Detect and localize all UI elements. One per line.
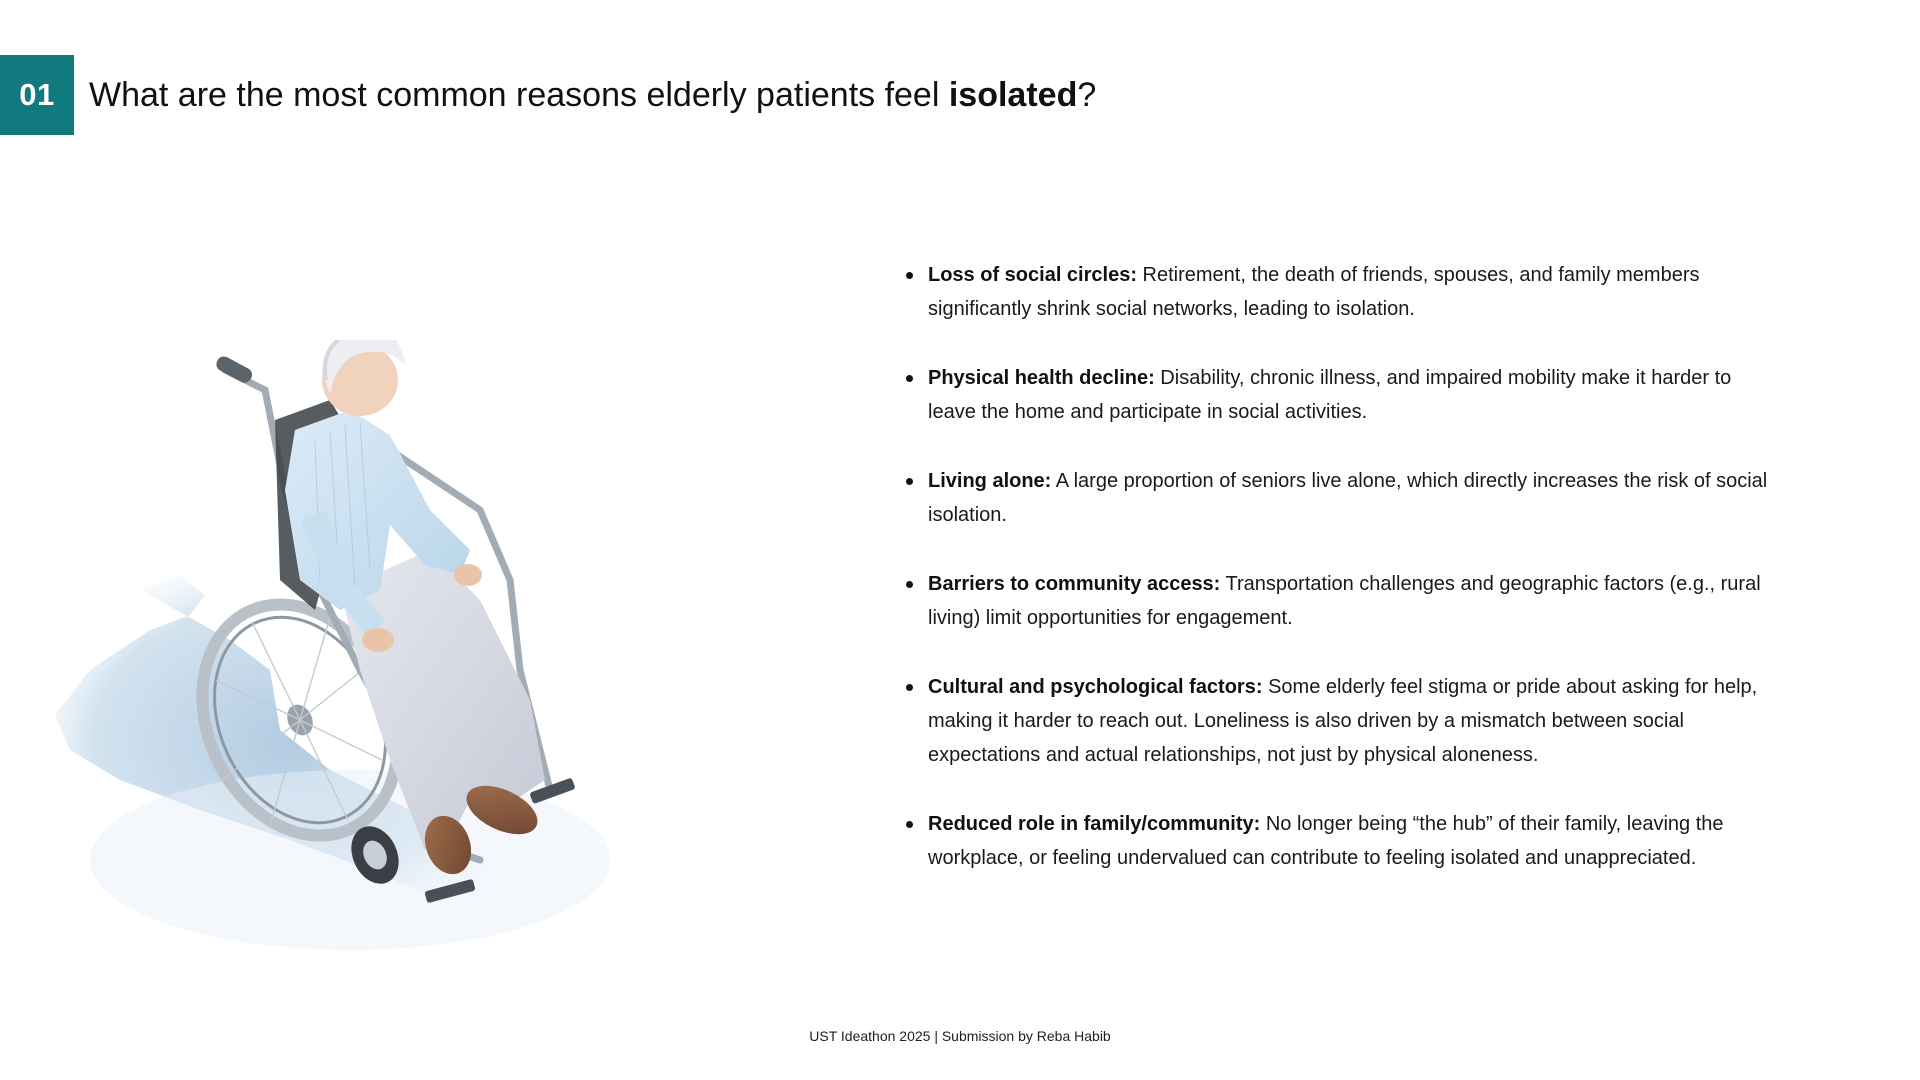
footer: UST Ideathon 2025 | Submission by Reba Habib xyxy=(809,1028,1111,1044)
list-item-text: No longer being “the hub” of their family, leaving the workplace, or feeling undervalued can contribute to feeling isolated and unappreciated. xyxy=(928,813,1724,869)
list-item xyxy=(903,567,1773,635)
list-item-term: Reduced role in family/community: xyxy=(928,813,1261,835)
list-item-term: Cultural and psychological factors: xyxy=(928,676,1263,698)
list-item-term: Barriers to community access: xyxy=(928,573,1221,595)
list-item-text: A large proportion of seniors live alone, which directly increases the risk of social isolation. xyxy=(928,470,1768,526)
list-item xyxy=(903,258,1773,326)
list-item xyxy=(903,361,1773,429)
head xyxy=(322,340,405,416)
slide-title xyxy=(89,70,1096,120)
list-item-term: Loss of social circles: xyxy=(928,264,1137,286)
slide-number-badge: 01 xyxy=(0,55,74,135)
reasons-list xyxy=(903,258,1773,910)
elderly-woman-wheelchair-illustration xyxy=(30,340,730,960)
hand-left xyxy=(362,628,394,652)
title-text: What are the most common reasons elderly patients feel xyxy=(89,76,949,114)
handle-grip xyxy=(214,354,255,385)
list-item-term: Physical health decline: xyxy=(928,367,1155,389)
title-suffix: ? xyxy=(1077,76,1097,114)
list-item xyxy=(903,464,1773,532)
list-item-text: Transportation challenges and geographic factors (e.g., rural living) limit opportunities for engagement. xyxy=(928,573,1761,629)
title-emphasis: isolated xyxy=(948,76,1078,114)
list-item-text: Retirement, the death of friends, spouses, and family members significantly shrink social networks, leading to isolation. xyxy=(928,264,1700,320)
list-item xyxy=(903,670,1773,772)
list-item-text: Disability, chronic illness, and impaired mobility make it harder to leave the home and participate in social activities. xyxy=(928,367,1732,423)
hand-right xyxy=(454,564,482,586)
list-item xyxy=(903,807,1773,875)
list-item-text: Some elderly feel stigma or pride about asking for help, making it harder to reach out. Loneliness is also driven by a mismatch between social expectations and actual relationships, not just by physical aloneness. xyxy=(928,676,1758,766)
list-item-term: Living alone: xyxy=(928,470,1052,492)
